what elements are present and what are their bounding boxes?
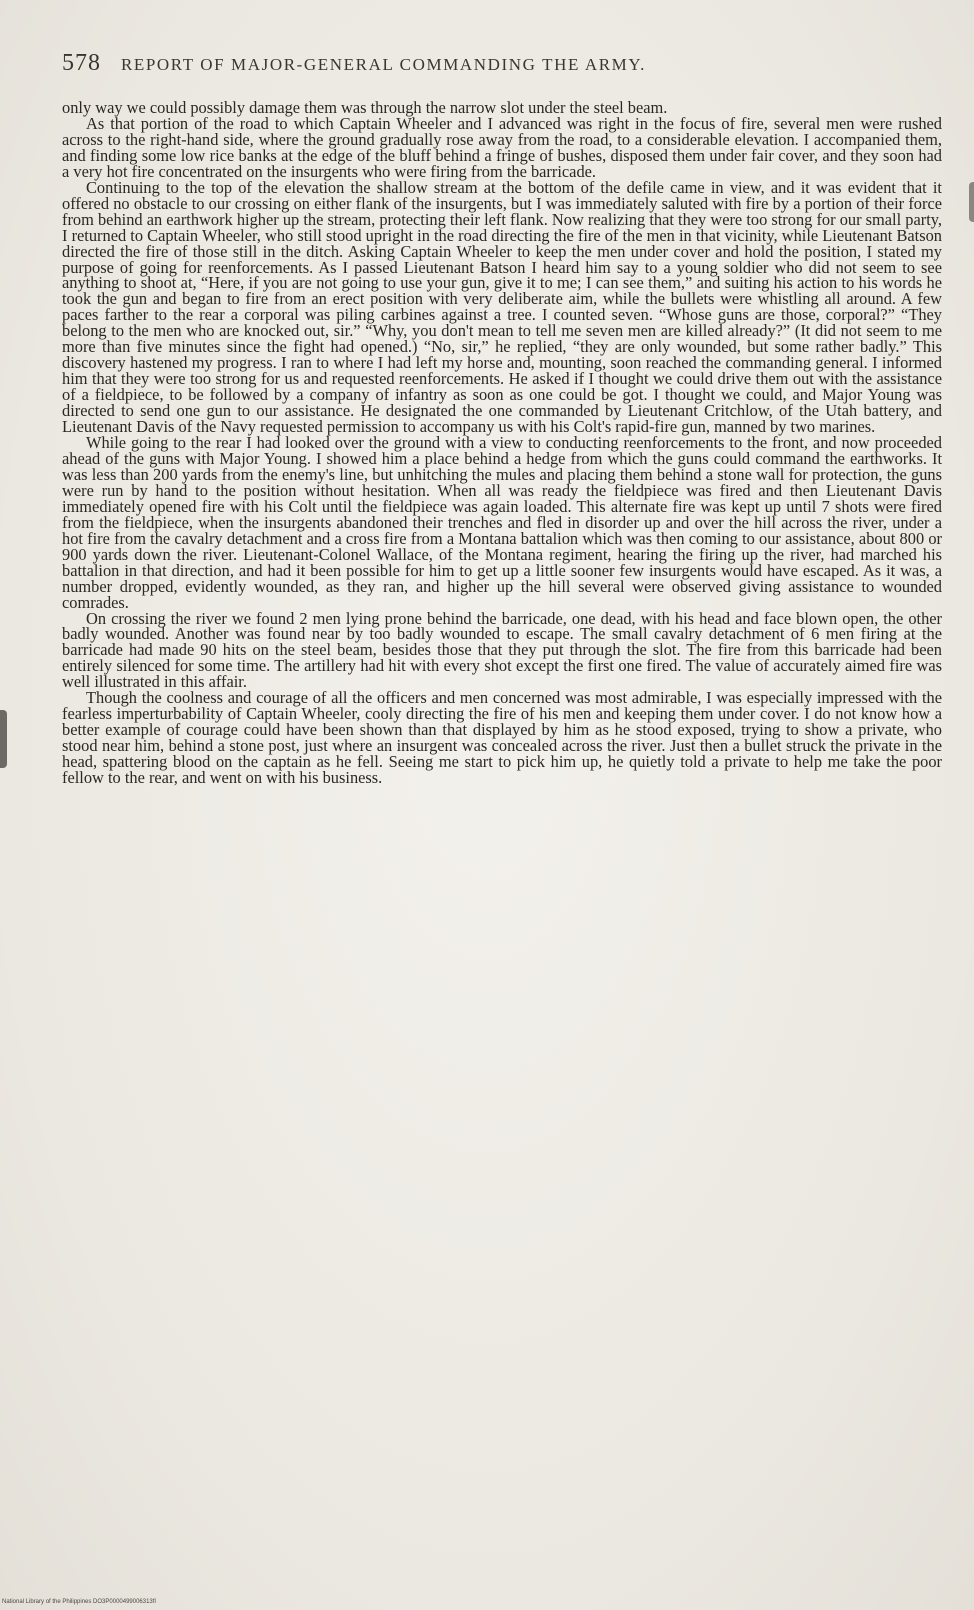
paragraph-continued: only way we could possibly damage them was through the narrow slot under the steel beam. (62, 98, 668, 117)
report-body (62, 100, 942, 786)
paragraph: Continuing to the top of the elevation the shallow stream at the bottom of the defile came in view, and it was evident that it offered no obstacle to our crossing on either flank of the insurgents, but I was immediately saluted with fire by a portion of their force from behind an earthwork higher up the stream, protecting their left flank. Now realizing that they were too strong for our small party, I returned to Captain Wheeler, who still stood upright in the road directing the fire of the men in that vicinity, while Lieutenant Batson directed the fire of those still in the ditch. Asking Captain Wheeler to keep the men under cover and hold the position, I stated my purpose of going for reenforcements. As I passed Lieutenant Batson I heard him say to a young soldier who did not seem to see anything to shoot at, “Here, if you are not going to use your gun, give it to me; I can see them,” and suiting his action to his words he took the gun and began to fire from an erect position with very deliberate aim, while the bullets were whistling all around. A few paces farther to the rear a corporal was piling carbines against a tree. I counted seven. “Whose guns are those, corporal?” “They belong to the men who are knocked out, sir.” “Why, you don't mean to tell me seven men are killed already?” (It did not seem to me more than five minutes since the fight had opened.) “No, sir,” he replied, “they are only wounded, but some rather badly.” This discovery hastened my progress. I ran to where I had left my horse and, mounting, soon reached the commanding general. I informed him that they were too strong for us and requested reenforcements. He asked if I thought we could drive them out with the assistance of a fieldpiece, to be followed by a company of infantry as soon as one could be got. I thought we could, and Major Young was directed to send one gun to our assistance. He designated the one commanded by Lieutenant Critchlow, of the Utah battery, and Lieutenant Davis of the Navy requested permission to accompany us with his Colt's rapid-fire gun, manned by two marines. (62, 177, 942, 437)
paragraph: On crossing the river we found 2 men lying prone behind the barricade, one dead, with his head and face blown open, the other badly wounded. Another was found near by too badly wounded to escape. The small cavalry detachment of 6 men firing at the barricade had made 90 hits on the steel beam, besides those that they put through the slot. The fire from this barricade had been entirely silenced for some time. The artillery had hit with every shot except the first one fired. The value of accurately aimed fire was well illustrated in this affair. (62, 608, 942, 692)
running-header (62, 50, 922, 77)
paragraph: As that portion of the road to which Captain Wheeler and I advanced was right in the focus of fire, several men were rushed across to the right-hand side, where the ground gradually rose away from the road, to a considerable elevation. I accompanied them, and finding some low rice banks at the edge of the bluff behind a fringe of bushes, disposed them under fair cover, and they soon had a very hot fire concentrated on the insurgents who were firing from the barricade. (62, 113, 942, 181)
paragraph: Though the coolness and courage of all the officers and men concerned was most admirable, I was especially impressed with the fearless imperturbability of Captain Wheeler, cooly directing the fire of his men and keeping them under cover. I do not know how a better example of courage could have been shown than that displayed by him as he stood exposed, trying to show a private, who stood near him, behind a stone post, just where an insurgent was concealed across the river. Just then a bullet struck the private in the head, spattering blood on the captain as he fell. Seeing me start to pick him up, he quietly told a private to help me take the poor fellow to the rear, and went on with his business. (62, 688, 942, 788)
binding-shadow-left (0, 710, 7, 768)
running-title: REPORT OF MAJOR-GENERAL COMMANDING THE ARMY. (120, 55, 646, 74)
binding-shadow-right (969, 182, 974, 222)
page-number: 578 (62, 50, 101, 76)
paragraph: While going to the rear I had looked over the ground with a view to conducting reenforcements to the front, and now proceeded ahead of the guns with Major Young. I showed him a place behind a hedge from which the guns could command the earthworks. It was less than 200 yards from the enemy's line, but unhitching the mules and placing them behind a stone wall for protection, the guns were run by hand to the position without hesitation. When all was ready the fieldpiece was fired and then Lieutenant Davis immediately opened fire with his Colt until the fieldpiece was again loaded. This alternate fire was kept up until 7 shots were fired from the fieldpiece, when the insurgents abandoned their trenches and fled in disorder up and over the hill across the river, under a hot fire from the cavalry detachment and a cross fire from a Montana battalion which was then coming to our assistance, about 800 or 900 yards down the river. Lieutenant-Colonel Wallace, of the Montana regiment, hearing the firing up the river, had marched his battalion in that direction, and had it been possible for him to get up a little sooner few insurgents would have escaped. As it was, a number dropped, evidently wounded, as they ran, and higher up the hill several were observed giving assistance to wounded comrades. (62, 433, 942, 612)
library-footer: National Library of the Philippines DO3P0000499006313fl (2, 1599, 156, 1605)
